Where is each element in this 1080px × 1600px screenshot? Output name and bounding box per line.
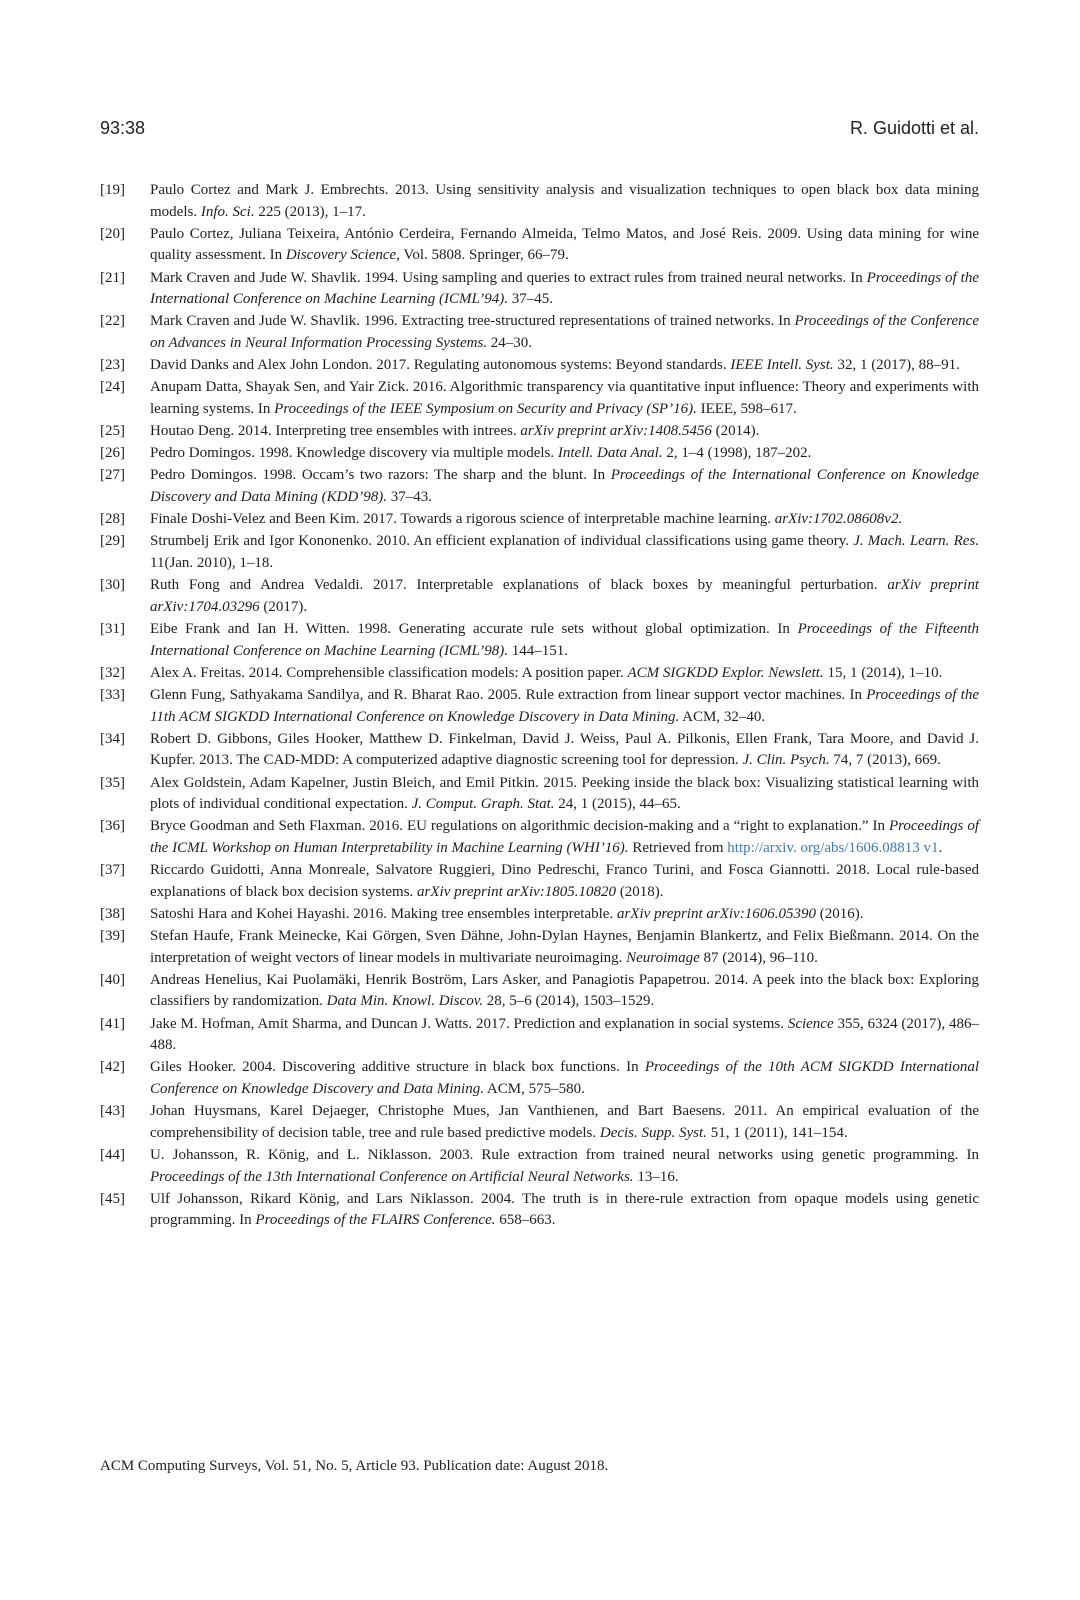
reference-item xyxy=(100,355,979,377)
reference-text xyxy=(150,1057,979,1100)
reference-venue: Proceedings of the ICML Workshop on Human Interpretability in Machine Learning (WHI’16). xyxy=(150,818,979,856)
reference-text xyxy=(150,685,979,728)
reference-item xyxy=(100,816,979,859)
reference-segment: , Vol. 5808. Springer, 66–79. xyxy=(396,247,569,264)
reference-venue: arXiv:1702.08608v2. xyxy=(774,511,903,528)
reference-item xyxy=(100,926,979,969)
reference-text xyxy=(150,729,979,772)
reference-text xyxy=(150,860,979,903)
reference-segment: 74, 7 (2013), 669. xyxy=(829,752,941,769)
reference-number: [31] xyxy=(100,621,125,637)
reference-number: [40] xyxy=(100,971,125,988)
reference-number: [26] xyxy=(100,445,125,462)
reference-number: [42] xyxy=(100,1059,125,1076)
reference-segment: 225 (2013), 1–17. xyxy=(254,203,366,220)
reference-segment: Houtao Deng. 2014. Interpreting tree ensembles with intrees. xyxy=(150,423,521,440)
reference-segment: Paulo Cortez, Juliana Teixeira, António Cerdeira, Fernando Almeida, Telmo Matos, and José Reis. 2009. Using data mining for wine quality assessment. In xyxy=(150,225,979,264)
reference-text xyxy=(150,1189,979,1232)
reference-item xyxy=(100,575,979,618)
reference-text xyxy=(150,180,979,223)
reference-number: [43] xyxy=(100,1103,125,1120)
reference-segment: ACM, 32–40. xyxy=(679,708,766,725)
reference-number: [29] xyxy=(100,533,125,550)
reference-segment: 28, 5–6 (2014), 1503–1529. xyxy=(483,993,655,1010)
reference-text xyxy=(150,575,979,618)
reference-venue: arXiv preprint arXiv:1408.5456 xyxy=(520,423,712,440)
reference-segment: Glenn Fung, Sathyakama Sandilya, and R. Bharat Rao. 2005. Rule extraction from linear support vector machines. In xyxy=(150,686,867,703)
reference-segment: 37–43. xyxy=(387,489,433,506)
reference-venue: Intell. Data Anal. xyxy=(557,445,663,462)
reference-venue: Proceedings of the 10th ACM SIGKDD International Conference on Knowledge Discovery and Data Mining. xyxy=(150,1059,979,1097)
reference-venue: J. Mach. Learn. Res. xyxy=(853,533,979,550)
reference-venue: Neuroimage xyxy=(626,949,700,966)
reference-item xyxy=(100,465,979,508)
reference-segment: 24–30. xyxy=(487,334,533,351)
reference-number: [39] xyxy=(100,928,125,945)
reference-venue: Data Min. Knowl. Discov. xyxy=(326,993,484,1010)
reference-number: [24] xyxy=(100,379,125,396)
reference-list xyxy=(100,180,979,1233)
reference-item xyxy=(100,685,979,728)
reference-number: [21] xyxy=(100,269,125,286)
reference-text xyxy=(150,619,979,662)
reference-segment: (2018). xyxy=(616,883,664,900)
reference-venue: IEEE Intell. Syst. xyxy=(730,357,834,374)
reference-text xyxy=(150,663,979,685)
reference-number: [34] xyxy=(100,730,125,747)
reference-number: [22] xyxy=(100,313,125,330)
running-header xyxy=(100,118,979,139)
reference-number: [19] xyxy=(100,182,125,198)
reference-item xyxy=(100,904,979,926)
reference-text xyxy=(150,1101,979,1144)
reference-text xyxy=(150,970,979,1013)
reference-venue: arXiv preprint arXiv:1704.03296 xyxy=(150,577,979,615)
reference-segment: 2, 1–4 (1998), 187–202. xyxy=(662,445,812,462)
reference-segment: IEEE, 598–617. xyxy=(696,400,797,417)
reference-venue: J. Comput. Graph. Stat. xyxy=(411,796,555,813)
reference-segment: David Danks and Alex John London. 2017. Regulating autonomous systems: Beyond standards. xyxy=(150,357,731,374)
reference-segment: Ulf Johansson, Rikard König, and Lars Niklasson. 2004. The truth is in there-rule extraction from opaque models using genetic programming. In xyxy=(150,1190,979,1229)
reference-item xyxy=(100,421,979,443)
reference-venue: arXiv preprint arXiv:1805.10820 xyxy=(417,883,617,900)
reference-text xyxy=(150,224,979,267)
reference-venue: Proceedings of the 13th International Conference on Artificial Neural Networks. xyxy=(150,1168,634,1185)
reference-number: [35] xyxy=(100,774,125,791)
running-authors: R. Guidotti et al. xyxy=(849,118,979,138)
reference-segment: Mark Craven and Jude W. Shavlik. 1994. Using sampling and queries to extract rules from trained neural networks. In xyxy=(150,269,867,286)
reference-segment: 658–663. xyxy=(495,1212,556,1229)
reference-segment: Mark Craven and Jude W. Shavlik. 1996. Extracting tree-structured representations of trained networks. In xyxy=(150,313,795,330)
reference-segment: Anupam Datta, Shayak Sen, and Yair Zick. 2016. Algorithmic transparency via quantitative input influence: Theory and experiments with learning systems. In xyxy=(150,379,979,417)
reference-segment: Paulo Cortez and Mark J. Embrechts. 2013. Using sensitivity analysis and visualization techniques to open black box data mining models. xyxy=(150,182,979,220)
reference-segment: Alex A. Freitas. 2014. Comprehensible classification models: A position paper. xyxy=(150,664,628,681)
reference-item xyxy=(100,1145,979,1188)
reference-segment: Eibe Frank and Ian H. Witten. 1998. Generating accurate rule sets without global optimization. In xyxy=(150,621,798,637)
reference-segment: (2017). xyxy=(259,598,308,615)
reference-venue: Proceedings of the 11th ACM SIGKDD International Conference on Knowledge Discovery in Data Mining. xyxy=(150,686,979,725)
reference-item xyxy=(100,377,979,420)
reference-segment: Andreas Henelius, Kai Puolamäki, Henrik Boström, Lars Asker, and Panagiotis Papapetrou. 2014. A peek into the black box: Exploring classifiers by randomization. xyxy=(150,971,979,1010)
reference-segment: 51, 1 (2011), 141–154. xyxy=(706,1124,848,1141)
reference-segment: Johan Huysmans, Karel Dejaeger, Christophe Mues, Jan Vanthienen, and Bart Baesens. 2011. An empirical evaluation of the comprehensibility of decision table, tree and rule based predictive models. xyxy=(150,1103,979,1141)
reference-venue: Proceedings of the Fifteenth International Conference on Machine Learning (ICML’98). xyxy=(150,621,980,659)
reference-segment: 13–16. xyxy=(633,1168,679,1185)
reference-number: [45] xyxy=(100,1190,125,1207)
reference-item xyxy=(100,180,979,223)
reference-text xyxy=(150,268,979,311)
reference-item xyxy=(100,311,979,354)
journal-footer: ACM Computing Surveys, Vol. 51, No. 5, Article 93. Publication date: August 2018. xyxy=(100,1458,609,1474)
reference-number: [37] xyxy=(100,862,125,879)
reference-text xyxy=(150,926,979,969)
reference-text xyxy=(150,773,979,816)
reference-text xyxy=(150,1145,979,1188)
reference-venue: Decis. Supp. Syst. xyxy=(599,1124,707,1141)
reference-venue: Discovery Science xyxy=(285,247,397,264)
reference-segment: Jake M. Hofman, Amit Sharma, and Duncan J. Watts. 2017. Prediction and explanation in social systems. xyxy=(150,1015,788,1032)
reference-number: [41] xyxy=(100,1015,125,1032)
reference-text xyxy=(150,509,979,531)
reference-venue: Science xyxy=(787,1015,834,1032)
reference-number: [30] xyxy=(100,577,125,594)
reference-segment: Strumbelj Erik and Igor Kononenko. 2010. An efficient explanation of individual classifications using game theory. xyxy=(150,533,854,550)
reference-venue: ACM SIGKDD Explor. Newslett. xyxy=(627,664,824,681)
reference-segment: Pedro Domingos. 1998. Knowledge discovery via multiple models. xyxy=(150,445,558,462)
reference-venue: Proceedings of the IEEE Symposium on Security and Privacy (SP’16). xyxy=(274,400,697,417)
reference-venue: J. Clin. Psych. xyxy=(742,752,830,769)
reference-item xyxy=(100,663,979,685)
reference-text xyxy=(150,816,979,859)
reference-item xyxy=(100,1014,979,1057)
reference-link[interactable]: http://arxiv. org/abs/1606.08813 v1 xyxy=(727,839,939,856)
reference-text xyxy=(150,1014,979,1057)
reference-venue: Proceedings of the Conference on Advances in Neural Information Processing Systems. xyxy=(150,313,979,351)
reference-number: [36] xyxy=(100,818,125,835)
reference-item xyxy=(100,729,979,772)
reference-segment: Retrieved from xyxy=(628,839,728,856)
reference-segment: Bryce Goodman and Seth Flaxman. 2016. EU regulations on algorithmic decision-making and a “right to explanation.” In xyxy=(150,818,889,835)
reference-segment: Robert D. Gibbons, Giles Hooker, Matthew D. Finkelman, David J. Weiss, Paul A. Pilkonis, Ellen Frank, Tara Moore, and David J. Kupfer. 2013. The CAD-MDD: A computerized adaptive diagnostic screening tool for depression. xyxy=(150,730,979,769)
reference-venue: Proceedings of the International Conference on Machine Learning (ICML’94). xyxy=(150,269,979,308)
reference-segment: (2014). xyxy=(711,423,760,440)
reference-segment: Satoshi Hara and Kohei Hayashi. 2016. Making tree ensembles interpretable. xyxy=(150,905,617,922)
reference-text xyxy=(150,311,979,354)
reference-venue: Proceedings of the FLAIRS Conference. xyxy=(255,1212,496,1229)
reference-number: [27] xyxy=(100,467,125,484)
reference-item xyxy=(100,860,979,903)
reference-segment: 32, 1 (2017), 88–91. xyxy=(833,357,960,374)
reference-item xyxy=(100,1101,979,1144)
reference-segment: 87 (2014), 96–110. xyxy=(699,949,818,966)
reference-text xyxy=(150,904,979,926)
reference-item xyxy=(100,268,979,311)
reference-segment: 24, 1 (2015), 44–65. xyxy=(554,796,681,813)
reference-segment: Pedro Domingos. 1998. Occam’s two razors: The sharp and the blunt. In xyxy=(150,467,611,484)
reference-segment: Stefan Haufe, Frank Meinecke, Kai Görgen, Sven Dähne, John-Dylan Haynes, Benjamin Blankertz, and Felix Bießmann. 2014. On the interpretation of weight vectors of linear models in multivariate neuroimaging. xyxy=(150,928,979,966)
reference-item xyxy=(100,619,979,662)
reference-venue: Info. Sci. xyxy=(200,203,255,220)
reference-segment: Finale Doshi-Velez and Been Kim. 2017. Towards a rigorous science of interpretable machine learning. xyxy=(150,511,775,528)
reference-item xyxy=(100,509,979,531)
reference-number: [23] xyxy=(100,357,125,374)
reference-item xyxy=(100,773,979,816)
reference-segment: . xyxy=(938,839,943,856)
reference-item xyxy=(100,1057,979,1100)
reference-segment: 355, 6324 (2017), 486–488. xyxy=(150,1015,980,1054)
reference-segment: Ruth Fong and Andrea Vedaldi. 2017. Interpretable explanations of black boxes by meaningful perturbation. xyxy=(150,577,888,594)
reference-segment: Riccardo Guidotti, Anna Monreale, Salvatore Ruggieri, Dino Pedreschi, Franco Turini, and Fosca Giannotti. 2018. Local rule-based explanations of black box decision systems. xyxy=(150,862,979,900)
reference-number: [38] xyxy=(100,905,125,922)
reference-segment: 11(Jan. 2010), 1–18. xyxy=(150,555,274,572)
reference-text xyxy=(150,443,979,465)
reference-text xyxy=(150,465,979,508)
reference-item xyxy=(100,970,979,1013)
reference-item xyxy=(100,1189,979,1232)
reference-segment: Giles Hooker. 2004. Discovering additive structure in black box functions. In xyxy=(150,1059,645,1076)
reference-segment: U. Johansson, R. König, and L. Niklasson. 2003. Rule extraction from trained neural networks using genetic programming. In xyxy=(150,1146,979,1163)
reference-item xyxy=(100,443,979,465)
page-number: 93:38 xyxy=(100,118,146,138)
reference-number: [32] xyxy=(100,664,125,681)
reference-venue: arXiv preprint arXiv:1606.05390 xyxy=(616,905,816,922)
reference-text xyxy=(150,421,979,443)
reference-number: [33] xyxy=(100,686,125,703)
reference-number: [28] xyxy=(100,511,125,528)
reference-segment: 37–45. xyxy=(508,291,553,308)
reference-segment: ACM, 575–580. xyxy=(483,1081,585,1097)
reference-number: [25] xyxy=(100,423,125,440)
reference-text xyxy=(150,355,979,377)
reference-number: [20] xyxy=(100,225,125,242)
reference-item xyxy=(100,224,979,267)
reference-segment: (2016). xyxy=(815,905,864,922)
reference-segment: 144–151. xyxy=(508,642,568,659)
reference-segment: 15, 1 (2014), 1–10. xyxy=(823,664,943,681)
reference-number: [44] xyxy=(100,1146,125,1163)
reference-item xyxy=(100,531,979,574)
reference-text xyxy=(150,377,979,420)
reference-text xyxy=(150,531,979,574)
reference-segment: Alex Goldstein, Adam Kapelner, Justin Bleich, and Emil Pitkin. 2015. Peeking inside the black box: Visualizing statistical learning with plots of individual conditional expectation. xyxy=(150,774,979,813)
reference-venue: Proceedings of the International Conference on Knowledge Discovery and Data Mining (KDD’98). xyxy=(150,467,979,506)
